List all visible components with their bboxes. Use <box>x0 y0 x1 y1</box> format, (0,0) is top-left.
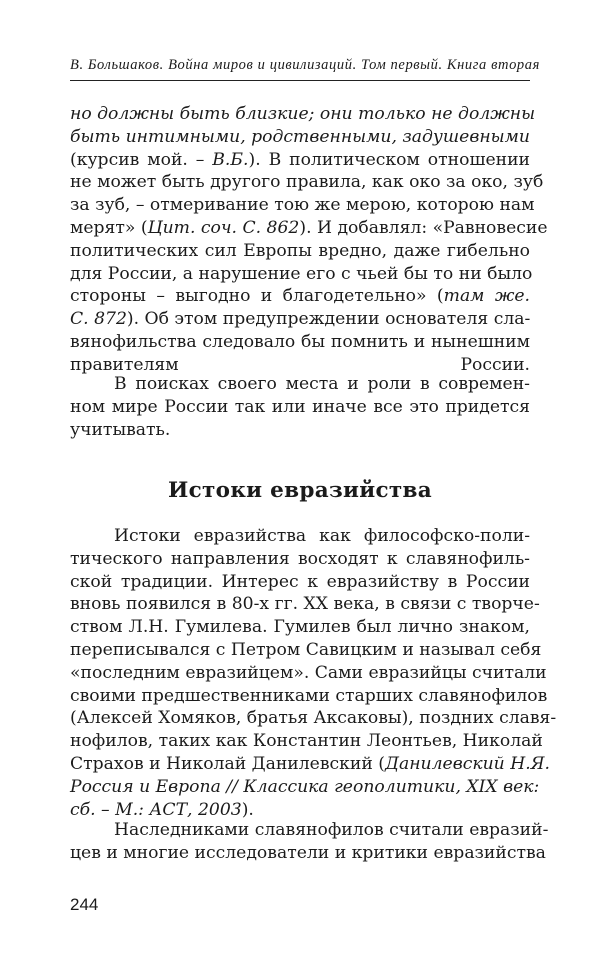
text-run: (курсив мой. – <box>70 149 213 170</box>
header-rule <box>70 80 530 81</box>
text-run: не может быть другого правила, как око за око, зуб <box>70 172 544 193</box>
italic-run: но должны быть близкие; они только не должны <box>70 104 536 124</box>
text-line <box>70 799 530 822</box>
text-run: ). <box>241 799 254 820</box>
text-run: политических сил Европы вредно, даже гибельно <box>70 240 530 261</box>
text-run: нофилов, таких как Константин Леонтьев, Николай <box>70 731 543 752</box>
text-block-3 <box>70 525 557 821</box>
text-line <box>70 217 548 240</box>
section-title: Истоки евразийства <box>168 478 432 503</box>
text-line <box>70 842 546 865</box>
text-run: тического направления восходят к славянофиль- <box>70 548 530 569</box>
paragraph-2 <box>70 373 530 441</box>
text-run: за зуб, – отмеривание тою же мерою, которою нам <box>70 195 535 216</box>
text-run: В поисках своего места и роли в современ- <box>114 374 530 394</box>
text-line <box>70 126 530 149</box>
italic-run: Данилевский Н.Я. <box>384 753 551 774</box>
text-run: стороны – выгодно и благодетельно» ( <box>70 286 444 307</box>
text-run: ). В политическом отношении <box>248 149 530 170</box>
text-block-1 <box>70 103 548 377</box>
text-run: правителям России. <box>70 354 530 375</box>
paragraph-3 <box>70 525 557 821</box>
text-line <box>70 819 549 842</box>
italic-run: С. 872 <box>70 309 127 330</box>
text-run: для России, а нарушение его с чьей бы то ни было <box>70 263 533 284</box>
text-run: «последним евразийцем». Сами евразийцы считали <box>70 662 547 683</box>
text-line <box>70 685 548 708</box>
text-line <box>70 730 543 753</box>
running-head: В. Большаков. Война миров и цивилизаций. Том первый. Книга вторая <box>70 57 540 73</box>
text-line <box>70 263 533 286</box>
italic-run: Цит. соч. С. 862 <box>147 217 300 238</box>
text-block-2 <box>70 373 530 441</box>
text-line <box>70 593 540 616</box>
text-run: учитывать. <box>70 419 171 440</box>
text-line <box>70 285 530 308</box>
text-line <box>70 373 530 396</box>
text-run: ). И добавлял: «Равновесие <box>299 217 548 238</box>
text-line <box>70 103 536 126</box>
text-line <box>70 240 530 263</box>
text-line <box>70 331 530 354</box>
text-run: (Алексей Хомяков, братья Аксаковы), поздних славя- <box>70 708 557 729</box>
text-line <box>70 639 542 662</box>
text-line <box>70 525 530 548</box>
text-run: своими предшественниками старших славянофилов <box>70 685 548 706</box>
text-line <box>70 707 557 730</box>
page-number: 244 <box>70 895 99 914</box>
paragraph-1 <box>70 103 548 377</box>
italic-run: там же. <box>443 286 530 307</box>
italic-run: сб. – М.: АСТ, 2003 <box>70 799 242 820</box>
text-line <box>70 776 540 799</box>
text-line <box>70 753 551 776</box>
text-run: Страхов и Николай Данилевский ( <box>70 753 385 774</box>
text-run: мерят» ( <box>70 217 148 238</box>
text-run: Наследниками славянофилов считали евразий- <box>114 820 549 840</box>
italic-run: Россия и Европа // Классика геополитики, XIX век: <box>70 776 540 797</box>
text-line <box>70 171 544 194</box>
text-run: ской традиции. Интерес к евразийству в России <box>70 571 530 592</box>
text-line <box>70 149 530 172</box>
paragraph-4 <box>70 819 549 865</box>
italic-run: быть интимными, родственными, задушевными <box>70 126 530 147</box>
text-line <box>70 396 530 419</box>
text-run: вновь появился в 80-х гг. XX века, в связи с творче- <box>70 594 540 615</box>
text-run: ). Об этом предупреждении основателя сла- <box>126 309 531 330</box>
text-line <box>70 571 530 594</box>
text-run: ном мире России так или иначе все это придется <box>70 396 530 417</box>
text-block-4 <box>70 819 549 865</box>
text-line <box>70 308 530 331</box>
text-run: цев и многие исследователи и критики евразийства <box>70 842 546 863</box>
text-run: ством Л.Н. Гумилева. Гумилев был лично знаком, <box>70 617 530 638</box>
text-line <box>70 419 530 442</box>
text-line <box>70 616 530 639</box>
text-run: вянофильства следовало бы помнить и нынешним <box>70 331 530 352</box>
text-line <box>70 194 535 217</box>
text-line <box>70 548 530 571</box>
italic-run: В.Б. <box>212 149 249 170</box>
text-line <box>70 662 547 685</box>
text-run: переписывался с Петром Савицким и называл себя <box>70 639 542 660</box>
text-run: Истоки евразийства как философско-поли- <box>114 526 530 546</box>
